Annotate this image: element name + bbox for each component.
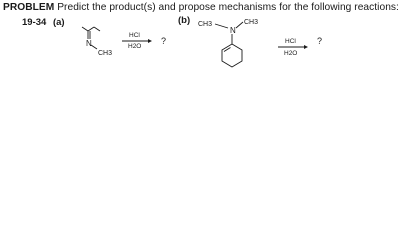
reaction-b-ring [222,44,242,67]
reaction-a-product: ? [161,36,167,46]
reaction-b-right-methyl: CH3 [244,19,259,26]
reaction-b-reagent-bottom: H2O [284,50,298,57]
reaction-b-left-methyl: CH3 [198,21,213,28]
problem-label: PROBLEM [3,2,55,13]
bond-a1 [82,27,88,31]
reaction-a-reagent-bottom: H2O [128,43,142,50]
bond-b-n-ch3-right [236,22,243,28]
reaction-b-reagent-top: HCl [285,38,296,45]
reaction-a-n-atom: N [86,39,92,48]
reaction-b-n-atom: N [230,26,236,35]
reaction-b-structure [215,22,243,67]
bond-b-ch3-n-left [215,24,228,28]
bond-a2 [88,27,94,31]
problem-number: 19-34 [22,17,47,28]
reaction-a-reagent-top: HCl [129,32,140,39]
reaction-a-arrowhead [148,39,152,43]
reaction-b-arrowhead [304,45,308,49]
part-b-label: (b) [178,15,191,26]
problem-instruction: Predict the product(s) and propose mechanisms for the following reactions: [57,2,399,13]
part-a-label: (a) [52,17,65,28]
reaction-drawing [0,0,350,70]
bond-a3 [94,27,100,31]
bond-n-ch3 [91,45,97,49]
reaction-a-n-substituent: CH3 [98,50,113,57]
problem-figure [0,0,399,70]
reaction-b-product: ? [317,36,323,46]
